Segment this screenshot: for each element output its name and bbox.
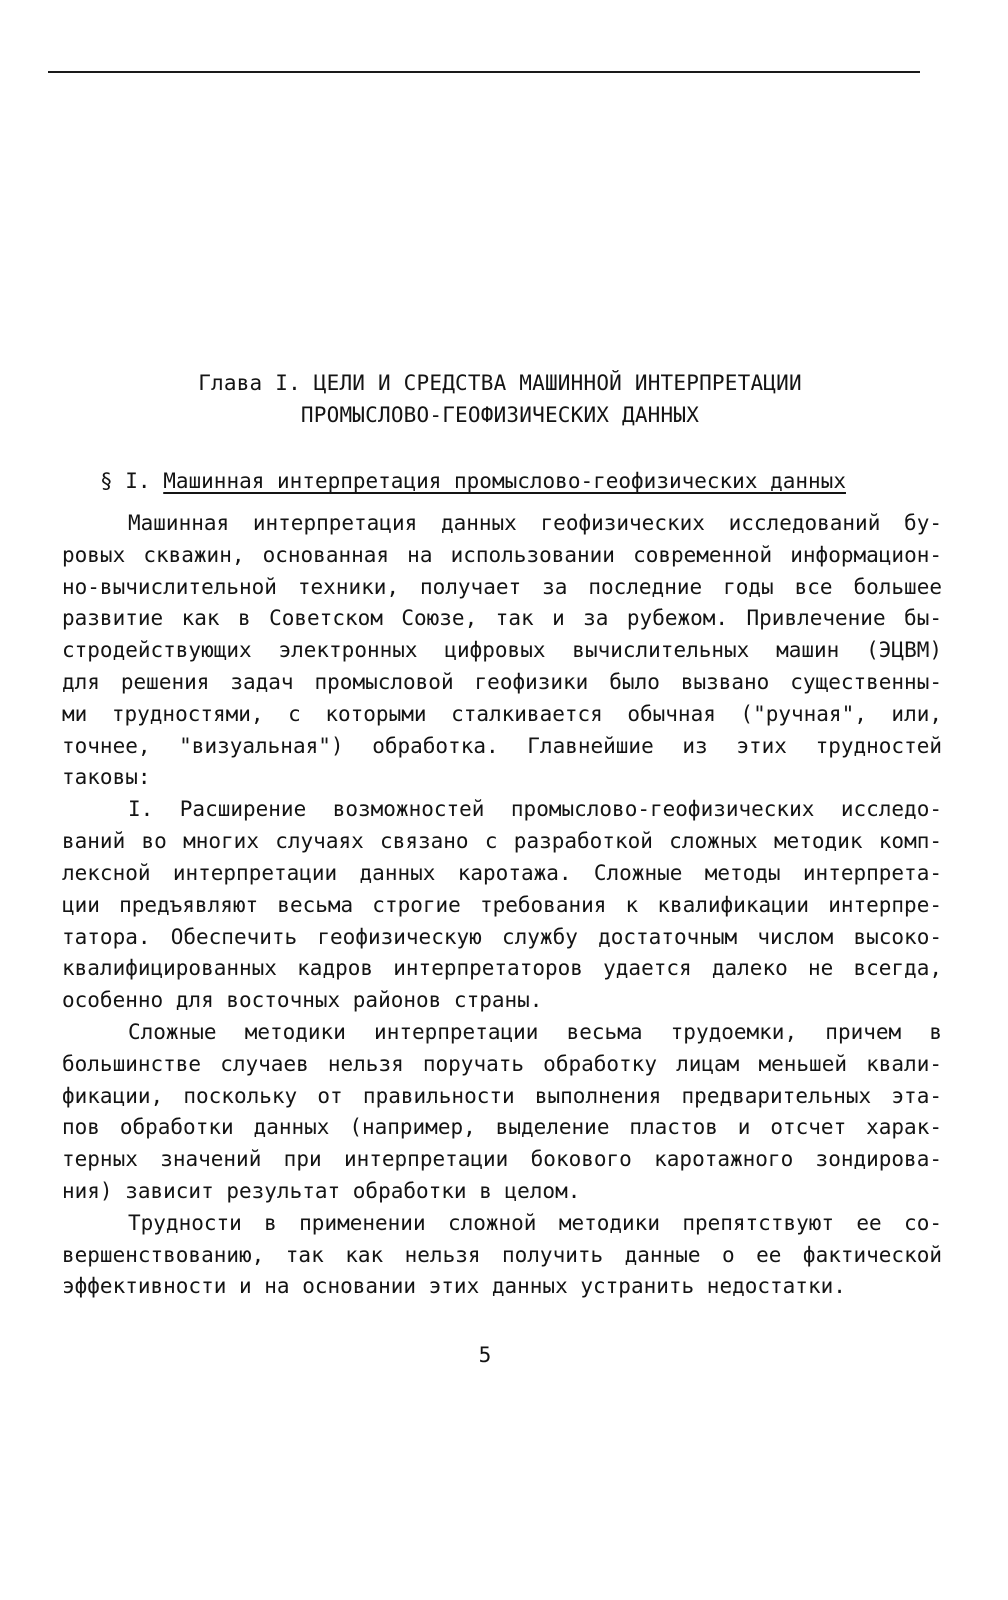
text-line: фикации, поскольку от правильности выполнения предварительных эта- (62, 1084, 942, 1108)
text-line: особенно для восточных районов страны. (62, 988, 543, 1012)
text-line: вершенствованию, так как нельзя получить данные о ее фактической (62, 1243, 942, 1267)
text-line: Машинная интерпретация данных геофизических исследований бу- (128, 511, 942, 535)
text-line: ции предъявляют весьма строгие требования к квалификации интерпре- (62, 893, 942, 917)
text-line: развитие как в Советском Союзе, так и за рубежом. Привлечение бы- (62, 606, 942, 630)
section-number: § I. (100, 469, 151, 493)
text-line: эффективности и на основании этих данных устранить недостатки. (62, 1274, 846, 1298)
text-line: ровых скважин, основанная на использовании современной информацион- (62, 543, 942, 567)
text-line: лексной интерпретации данных каротажа. Сложные методы интерпрета- (62, 861, 942, 885)
top-rule (48, 71, 920, 73)
chapter-heading: Глава I. ЦЕЛИ И СРЕДСТВА МАШИННОЙ ИНТЕРПРЕТАЦИИ (198, 371, 802, 395)
text-line: но-вычислительной техники, получает за последние годы все большее (62, 575, 942, 599)
text-line: татора. Обеспечить геофизическую службу достаточным числом высоко- (62, 925, 942, 949)
text-line: терных значений при интерпретации бокового каротажного зондирова- (62, 1147, 942, 1171)
text-line: Трудности в применении сложной методики препятствуют ее со- (128, 1211, 942, 1235)
text-line: большинстве случаев нельзя поручать обработку лицам меньшей квали- (62, 1052, 942, 1076)
text-line: квалифицированных кадров интерпретаторов удается далеко не всегда, (62, 956, 942, 980)
chapter-heading-continued: ПРОМЫСЛОВО-ГЕОФИЗИЧЕСКИХ ДАННЫХ (300, 403, 700, 427)
text-line: ваний во многих случаях связано с разработкой сложных методик комп- (62, 829, 942, 853)
section-title (100, 466, 846, 496)
text-line: Сложные методики интерпретации весьма трудоемки, причем в (128, 1020, 942, 1044)
text-line: I. Расширение возможностей промыслово-геофизических исследо- (128, 797, 942, 821)
section-title-text: Машинная интерпретация промыслово-геофизических данных (163, 469, 846, 493)
text-line: ния) зависит результат обработки в целом. (62, 1179, 581, 1203)
page-number: 5 (478, 1343, 492, 1367)
text-line: точнее, "визуальная") обработка. Главнейшие из этих трудностей (62, 734, 942, 758)
text-line: ми трудностями, с которыми сталкивается обычная ("ручная", или, (62, 702, 942, 726)
text-line: таковы: (62, 765, 151, 789)
text-line: пов обработки данных (например, выделение пластов и отсчет харак- (62, 1115, 942, 1139)
text-line: стродействующих электронных цифровых вычислительных машин (ЭЦВМ) (62, 638, 942, 662)
text-line: для решения задач промысловой геофизики было вызвано существенны- (62, 670, 942, 694)
